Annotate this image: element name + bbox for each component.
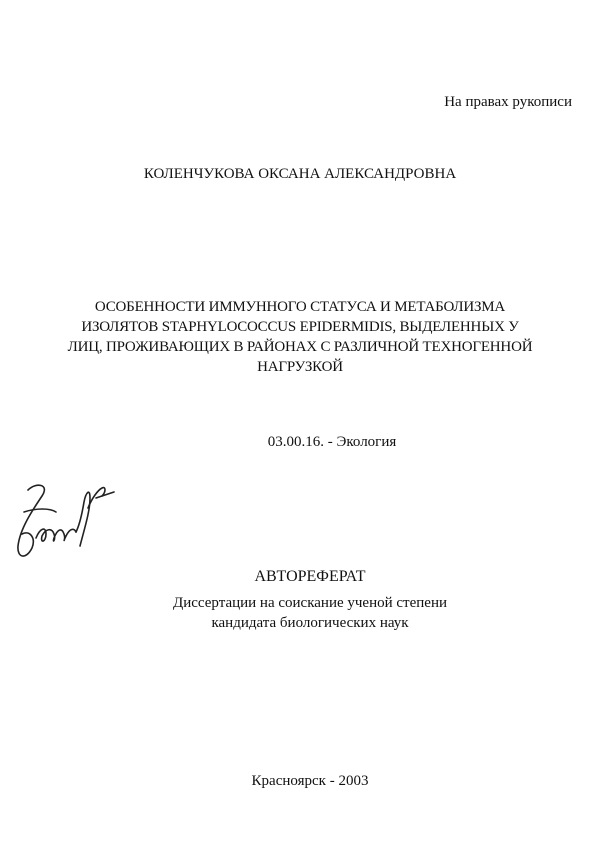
city-year: Красноярск - 2003 — [251, 773, 369, 789]
title-line: ИЗОЛЯТОВ STAPHYLOCOCCUS EPIDERMIDIS, ВЫДЕЛЕННЫХ У — [81, 319, 519, 335]
rights-note: На правах рукописи — [444, 94, 572, 110]
document-kind: АВТОРЕФЕРАТ — [254, 568, 366, 585]
title-line: ОСОБЕННОСТИ ИММУННОГО СТАТУСА И МЕТАБОЛИЗМА — [94, 299, 506, 315]
handwritten-signature-icon — [6, 468, 126, 578]
dissertation-title — [0, 297, 600, 377]
specialty-code: 03.00.16. - Экология — [267, 434, 397, 450]
degree-line-2: кандидата биологических наук — [211, 615, 409, 631]
degree-line-1: Диссертации на соискание ученой степени — [172, 595, 448, 611]
title-line: ЛИЦ, ПРОЖИВАЮЩИХ В РАЙОНАХ С РАЗЛИЧНОЙ ТЕХНОГЕННОЙ — [67, 339, 533, 355]
title-line: НАГРУЗКОЙ — [257, 359, 343, 375]
author-name: КОЛЕНЧУКОВА ОКСАНА АЛЕКСАНДРОВНА — [143, 166, 457, 182]
